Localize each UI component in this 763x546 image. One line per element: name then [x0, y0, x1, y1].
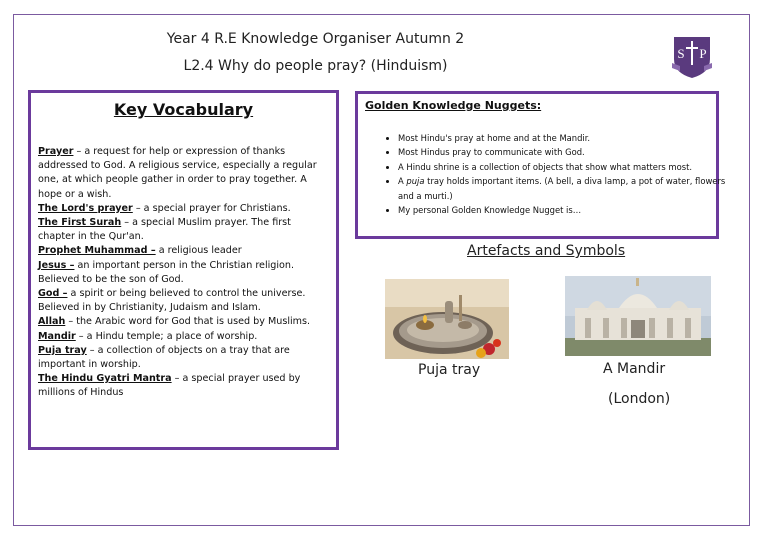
page-title: Year 4 R.E Knowledge Organiser Autumn 2 [166, 31, 465, 47]
svg-text:P: P [699, 46, 707, 61]
svg-text:S: S [677, 46, 685, 61]
nugget-item: • Most Hindus pray to communicate with God. [398, 145, 728, 159]
key-vocabulary-panel [28, 90, 339, 450]
vocab-entry-lords-prayer: The Lord's prayer – a special prayer for Christians. [38, 202, 291, 214]
vocab-entry-puja-tray: Puja tray – a collection of objects on a tray that are important in worship. [38, 344, 290, 371]
vocab-entry-jesus: Jesus – an important person in the Christian religion. Believed to be the son of God. [38, 259, 295, 285]
lesson-title: L2.4 Why do people pray? (Hinduism) [183, 58, 448, 74]
nugget-item: • Most Hindu's pray at home and at the Mandir. [398, 131, 728, 145]
mandir-location-caption: (London) [608, 391, 671, 407]
vocab-entry-mandir: Mandir – a Hindu temple; a place of worship. [38, 330, 258, 342]
puja-tray-caption: Puja tray [418, 362, 481, 378]
artefacts-heading: Artefacts and Symbols [467, 243, 626, 259]
nuggets-list [380, 131, 728, 217]
golden-nuggets-panel [355, 91, 726, 239]
vocab-entry-gyatri-mantra: The Hindu Gyatri Mantra – a special prayer used by millions of Hindus [38, 373, 301, 399]
vocabulary-list [38, 145, 330, 401]
puja-tray-image [385, 279, 509, 359]
golden-nuggets-heading: Golden Knowledge Nuggets: [365, 99, 542, 112]
vocab-entry-first-surah: The First Surah – a special Muslim prayer. The first chapter in the Qur'an. [38, 217, 291, 243]
nugget-item: • A puja tray holds important items. (A bell, a diva lamp, a pot of water, flowers and a murti.) [398, 174, 728, 203]
nugget-item: • A Hindu shrine is a collection of objects that show what matters most. [398, 160, 728, 174]
vocab-entry-prophet-muhammad: Prophet Muhammad – a religious leader [38, 245, 242, 257]
vocab-entry-allah: Allah – the Arabic word for God that is used by Muslims. [38, 316, 311, 328]
nugget-item: • My personal Golden Knowledge Nugget is… [398, 203, 728, 217]
mandir-caption: A Mandir [603, 361, 666, 377]
key-vocabulary-heading: Key Vocabulary [113, 100, 254, 119]
mandir-image [565, 276, 711, 356]
vocab-entry-prayer: Prayer – a request for help or expression of thanks addressed to God. A religious service, especially a regular one, at which people gather in order to pray together. A hope or a wish. [38, 146, 317, 200]
vocab-entry-god: God – a spirit or being believed to control the universe. Believed in by Christianity, Judaism and Islam. [38, 288, 306, 314]
school-crest-icon [670, 33, 714, 79]
